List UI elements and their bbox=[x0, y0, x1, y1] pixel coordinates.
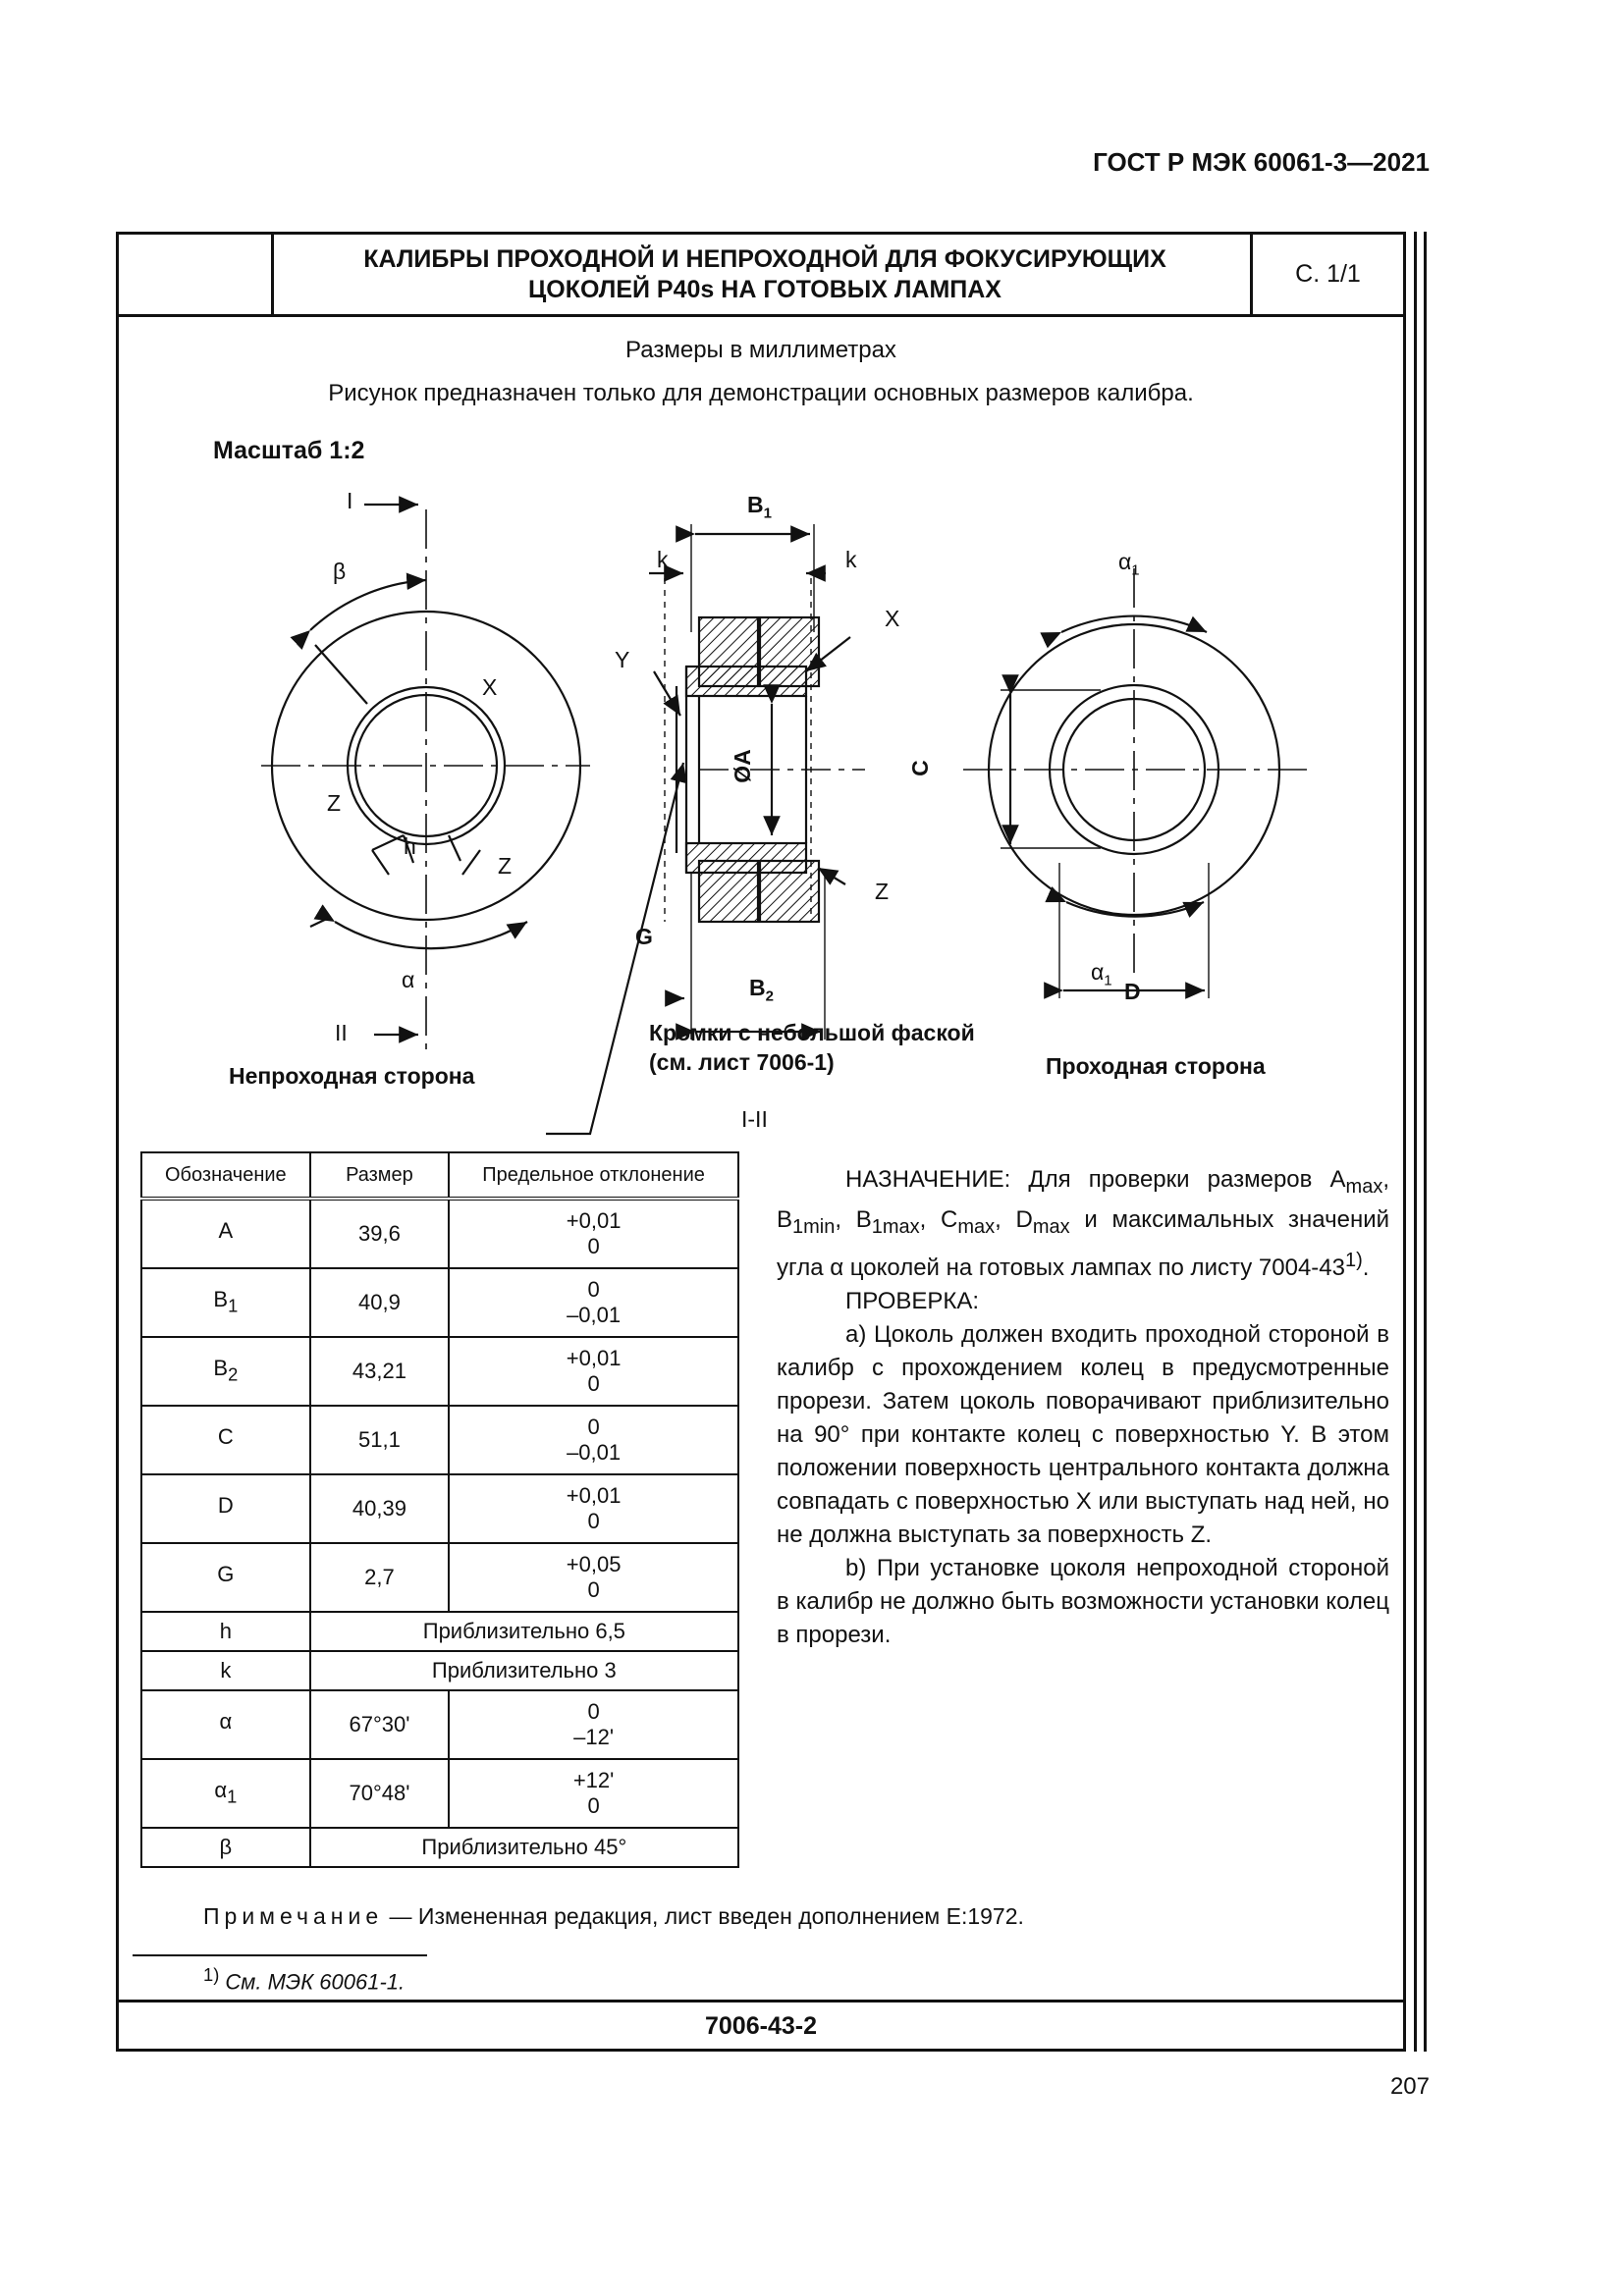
page-number: 207 bbox=[1389, 2073, 1430, 2100]
section-caption: I-II bbox=[741, 1106, 768, 1132]
table-row: C 51,1 0 –0,01 bbox=[141, 1406, 738, 1474]
footnote-separator bbox=[133, 1954, 427, 1956]
label-c: C bbox=[906, 760, 933, 776]
label-b2: $B_2$ bbox=[749, 975, 774, 1005]
col-tolerance: Предельное отклонение bbox=[449, 1152, 738, 1199]
label-g: G bbox=[635, 924, 653, 949]
check-item-b: b) При установке цоколя непроходной стороной в калибр не должно быть возможности установки колец в прорези. bbox=[777, 1554, 1389, 1648]
footnote: $^{1)}$ См. МЭК 60061-1. bbox=[203, 1964, 406, 1995]
sheet-page-indicator: С. 1/1 bbox=[1250, 235, 1403, 314]
check-item-a: a) Цоколь должен входить проходной стороной в калибр с прохождением колец в предусмотренные прорези. Затем цоколь поворачивают приблизительно на 90° при контакте колец с поверхностью Y. В этом положении поверхность центрального контакта должна совпадать с поверхностью X или выступать над ней, но не должна выступать за поверхность Z. bbox=[777, 1320, 1389, 1548]
section-mark-ii: II bbox=[335, 1020, 348, 1045]
col-designation: Обозначение bbox=[141, 1152, 310, 1199]
label-x-section: X bbox=[885, 606, 900, 631]
note: Примечание — Измененная редакция, лист введен дополнением E:1972. bbox=[203, 1903, 1024, 1929]
label-alpha1-top: $\alpha_1$ bbox=[1118, 549, 1140, 579]
frame-edge-line bbox=[1414, 232, 1417, 2052]
purpose-text bbox=[777, 1163, 1389, 1652]
purpose-paragraph: НАЗНАЧЕНИЕ: Для проверки размеров $A_{max}$, $B_{1min}$, $B_{1max}$, $C_{max}$, $D_{max}$ и максимальных значений угла α цоколей на готовых лампах по листу 7004-43$^{1)}$. bbox=[777, 1166, 1390, 1281]
table-row: G 2,7 +0,05 0 bbox=[141, 1543, 738, 1612]
frame-edge-line bbox=[1424, 232, 1427, 2052]
table-row: k Приблизительно 3 bbox=[141, 1651, 738, 1690]
table-row: $\alpha_1$ 70°48' +12' 0 bbox=[141, 1759, 738, 1828]
col-size: Размер bbox=[310, 1152, 450, 1199]
table-row: $B_1$ 40,9 0 –0,01 bbox=[141, 1268, 738, 1337]
table-header-row bbox=[141, 1152, 738, 1199]
label-x-left: X bbox=[482, 674, 498, 700]
table-row: α 67°30' 0 –12' bbox=[141, 1690, 738, 1759]
label-diameter-a: ØA bbox=[729, 749, 755, 783]
label-b1: $B_1$ bbox=[747, 492, 772, 522]
section-mark-i: I bbox=[347, 488, 353, 513]
label-k-left: k bbox=[657, 547, 669, 572]
sheet-number: 7006-43-2 bbox=[119, 2000, 1403, 2051]
label-y: Y bbox=[615, 647, 630, 672]
title-line-1: КАЛИБРЫ ПРОХОДНОЙ И НЕПРОХОДНОЙ ДЛЯ ФОКУСИРУЮЩИХ bbox=[363, 244, 1166, 273]
units-note: Размеры в миллиметрах bbox=[625, 337, 896, 363]
edge-note-line-1: Кромки с небольшой фаской bbox=[649, 1020, 975, 1045]
label-z-left: Z bbox=[327, 790, 342, 816]
no-go-side-caption: Непроходная сторона bbox=[229, 1063, 475, 1089]
scale-label: Масштаб 1:2 bbox=[213, 437, 365, 464]
title-line-2: ЦОКОЛЕЙ P40s НА ГОТОВЫХ ЛАМПАХ bbox=[528, 275, 1001, 303]
table-row: D 40,39 +0,01 0 bbox=[141, 1474, 738, 1543]
table-row: $B_2$ 43,21 +0,01 0 bbox=[141, 1337, 738, 1406]
go-side-view bbox=[963, 568, 1307, 998]
sheet-frame bbox=[116, 232, 1406, 2052]
edge-note-line-2: (см. лист 7006-1) bbox=[649, 1049, 835, 1075]
label-beta: β bbox=[333, 559, 347, 584]
label-z-left-2: Z bbox=[498, 853, 513, 879]
label-alpha: α bbox=[402, 967, 415, 992]
check-heading: ПРОВЕРКА: bbox=[845, 1287, 980, 1314]
disclaimer-note: Рисунок предназначен только для демонстрации основных размеров калибра. bbox=[328, 380, 1194, 406]
no-go-side-view bbox=[261, 505, 590, 1049]
label-d: D bbox=[1124, 979, 1141, 1004]
table-row: β Приблизительно 45° bbox=[141, 1828, 738, 1867]
label-alpha1-bottom: $\alpha_1$ bbox=[1091, 959, 1112, 989]
table-row: A 39,6 +0,01 0 bbox=[141, 1199, 738, 1268]
label-h: h bbox=[404, 833, 416, 859]
dimensions-table bbox=[140, 1151, 739, 1868]
label-z-section: Z bbox=[875, 879, 890, 904]
label-k-right: k bbox=[845, 547, 857, 572]
go-side-caption: Проходная сторона bbox=[1046, 1053, 1266, 1079]
table-row: h Приблизительно 6,5 bbox=[141, 1612, 738, 1651]
standard-header: ГОСТ Р МЭК 60061-3—2021 bbox=[1093, 147, 1430, 177]
